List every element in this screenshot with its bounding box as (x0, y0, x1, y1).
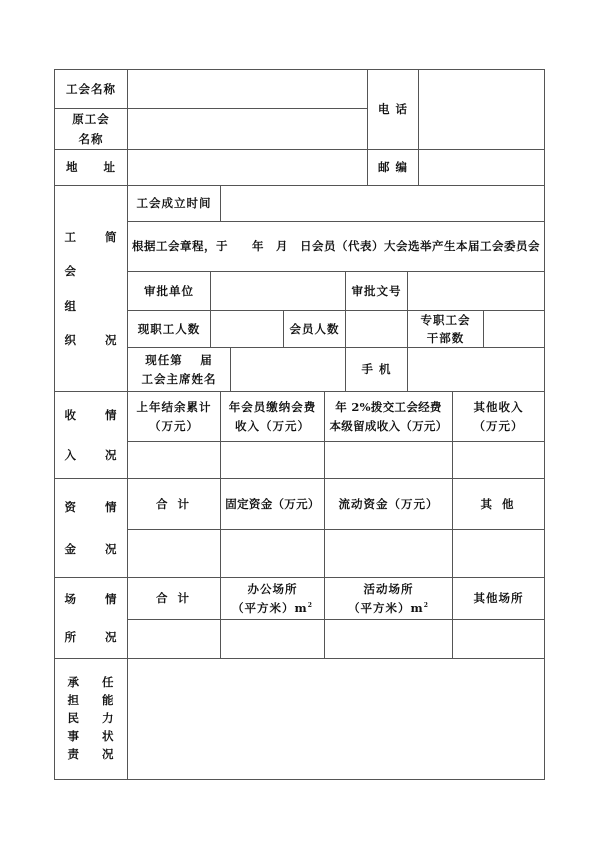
income-char: 收 (64, 407, 77, 422)
header-line1: 办公场所 (247, 582, 298, 597)
header-line1: 年 2%拨交工会经费 (335, 400, 442, 415)
venue-other-field[interactable] (452, 619, 545, 659)
org-char: 工 (64, 230, 77, 245)
header-line2: 收入（万元） (235, 418, 310, 433)
workers-field[interactable] (210, 310, 284, 348)
org-section-label (54, 185, 128, 392)
venue-total-field[interactable] (127, 619, 221, 659)
income-header-other (452, 391, 545, 442)
venue-activity-field[interactable] (324, 619, 453, 659)
venue-header-total: 合 计 (127, 577, 221, 620)
funds-char: 资 (64, 499, 77, 514)
income-header-2pct-funds (324, 391, 453, 442)
venue-header-office (220, 577, 325, 620)
venue-char: 所 (64, 630, 77, 644)
funds-char: 金 (64, 542, 77, 556)
income-header-prev-balance (127, 391, 221, 442)
postcode-field[interactable] (418, 149, 545, 186)
liability-char: 任 (102, 675, 115, 690)
liability-char: 力 (102, 711, 115, 726)
org-char: 会 (64, 264, 77, 279)
funds-header-current: 流动资金（万元） (324, 478, 453, 530)
funds-char: 情 (105, 499, 118, 514)
funds-header-fixed: 固定资金（万元） (220, 478, 325, 530)
union-name-field[interactable] (127, 69, 368, 109)
funds-fixed-field[interactable] (220, 529, 325, 578)
income-char: 入 (64, 448, 77, 462)
income-char: 情 (105, 407, 118, 422)
chair-label (127, 347, 231, 392)
header-line2: （平方米）m (348, 600, 424, 615)
org-char: 织 (64, 332, 77, 347)
address-label: 地 址 (54, 149, 128, 186)
liability-char: 状 (102, 728, 115, 743)
header-line2: （万元） (473, 418, 524, 433)
approval-unit-field[interactable] (210, 271, 346, 311)
charter-text: 根据工会章程，于 年 月 日会员（代表）大会选举产生本届工会委员会 (127, 221, 545, 272)
approval-unit-label: 审批单位 (127, 271, 211, 311)
header-line1: 其他收入 (473, 400, 524, 415)
former-name-line1: 原工会 (72, 111, 110, 126)
chair-line1: 现任第 届 (145, 353, 213, 368)
union-name-label: 工会名称 (54, 69, 128, 109)
liability-char: 责 (67, 746, 80, 761)
venue-office-field[interactable] (220, 619, 325, 659)
venue-char: 况 (105, 630, 118, 644)
funds-header-other: 其 他 (452, 478, 545, 530)
venue-section-label (54, 577, 128, 659)
funds-char: 况 (105, 542, 118, 556)
venue-char: 情 (105, 591, 118, 606)
cadres-label (407, 310, 484, 348)
org-char (105, 261, 118, 281)
superscript: 2 (423, 601, 429, 609)
cadres-field[interactable] (483, 310, 545, 348)
venue-header-other: 其他场所 (452, 577, 545, 620)
founded-field[interactable] (220, 185, 545, 222)
mobile-field[interactable] (407, 347, 545, 392)
funds-other-field[interactable] (452, 529, 545, 578)
mobile-label: 手 机 (345, 347, 408, 392)
phone-label: 电 话 (367, 69, 419, 150)
former-name-field[interactable] (127, 108, 368, 150)
funds-header-total: 合 计 (127, 478, 221, 530)
liability-char: 民 (67, 711, 80, 726)
approval-doc-field[interactable] (407, 271, 545, 311)
header-line2: （万元） (149, 418, 199, 433)
org-char (105, 296, 118, 316)
income-other-field[interactable] (452, 441, 545, 479)
postcode-label: 邮 编 (367, 149, 419, 186)
funds-total-field[interactable] (127, 529, 221, 578)
header-line1: 上年结余累计 (136, 400, 212, 415)
former-name-line2: 名称 (78, 132, 104, 146)
liability-field[interactable] (127, 658, 545, 780)
address-field[interactable] (127, 149, 368, 186)
org-char: 况 (105, 332, 118, 347)
liability-char: 况 (102, 746, 115, 761)
liability-char: 能 (102, 693, 115, 708)
org-char: 组 (64, 298, 77, 313)
income-section-label (54, 391, 128, 479)
header-line2: （平方米）m (232, 600, 308, 615)
liability-char: 承 (67, 675, 80, 690)
liability-char: 事 (67, 728, 80, 743)
header-line1: 活动场所 (363, 582, 414, 597)
income-member-dues-field[interactable] (220, 441, 325, 479)
phone-field[interactable] (418, 69, 545, 150)
venue-header-activity (324, 577, 453, 620)
income-header-member-dues (220, 391, 325, 442)
chair-line2: 工会主席姓名 (141, 371, 217, 386)
cadres-line2: 干部数 (426, 331, 465, 345)
chair-name-field[interactable] (230, 347, 346, 392)
header-line2: 本级留成收入（万元） (329, 418, 448, 433)
liability-char: 担 (67, 693, 80, 708)
workers-label: 现职工人数 (127, 310, 211, 348)
venue-char: 场 (64, 591, 77, 606)
members-label: 会员人数 (283, 310, 346, 348)
header-line1: 年会员缴纳会费 (228, 400, 317, 415)
former-name-label (54, 108, 128, 150)
founded-label: 工会成立时间 (127, 185, 221, 222)
income-char: 况 (105, 448, 118, 462)
funds-current-field[interactable] (324, 529, 453, 578)
income-2pct-funds-field[interactable] (324, 441, 453, 479)
approval-doc-label: 审批文号 (345, 271, 408, 311)
superscript: 2 (307, 601, 313, 609)
org-char: 简 (105, 230, 118, 245)
cadres-line1: 专职工会 (420, 312, 471, 327)
funds-section-label (54, 478, 128, 578)
liability-section-label (54, 658, 128, 780)
members-field[interactable] (345, 310, 408, 348)
income-prev-balance-field[interactable] (127, 441, 221, 479)
